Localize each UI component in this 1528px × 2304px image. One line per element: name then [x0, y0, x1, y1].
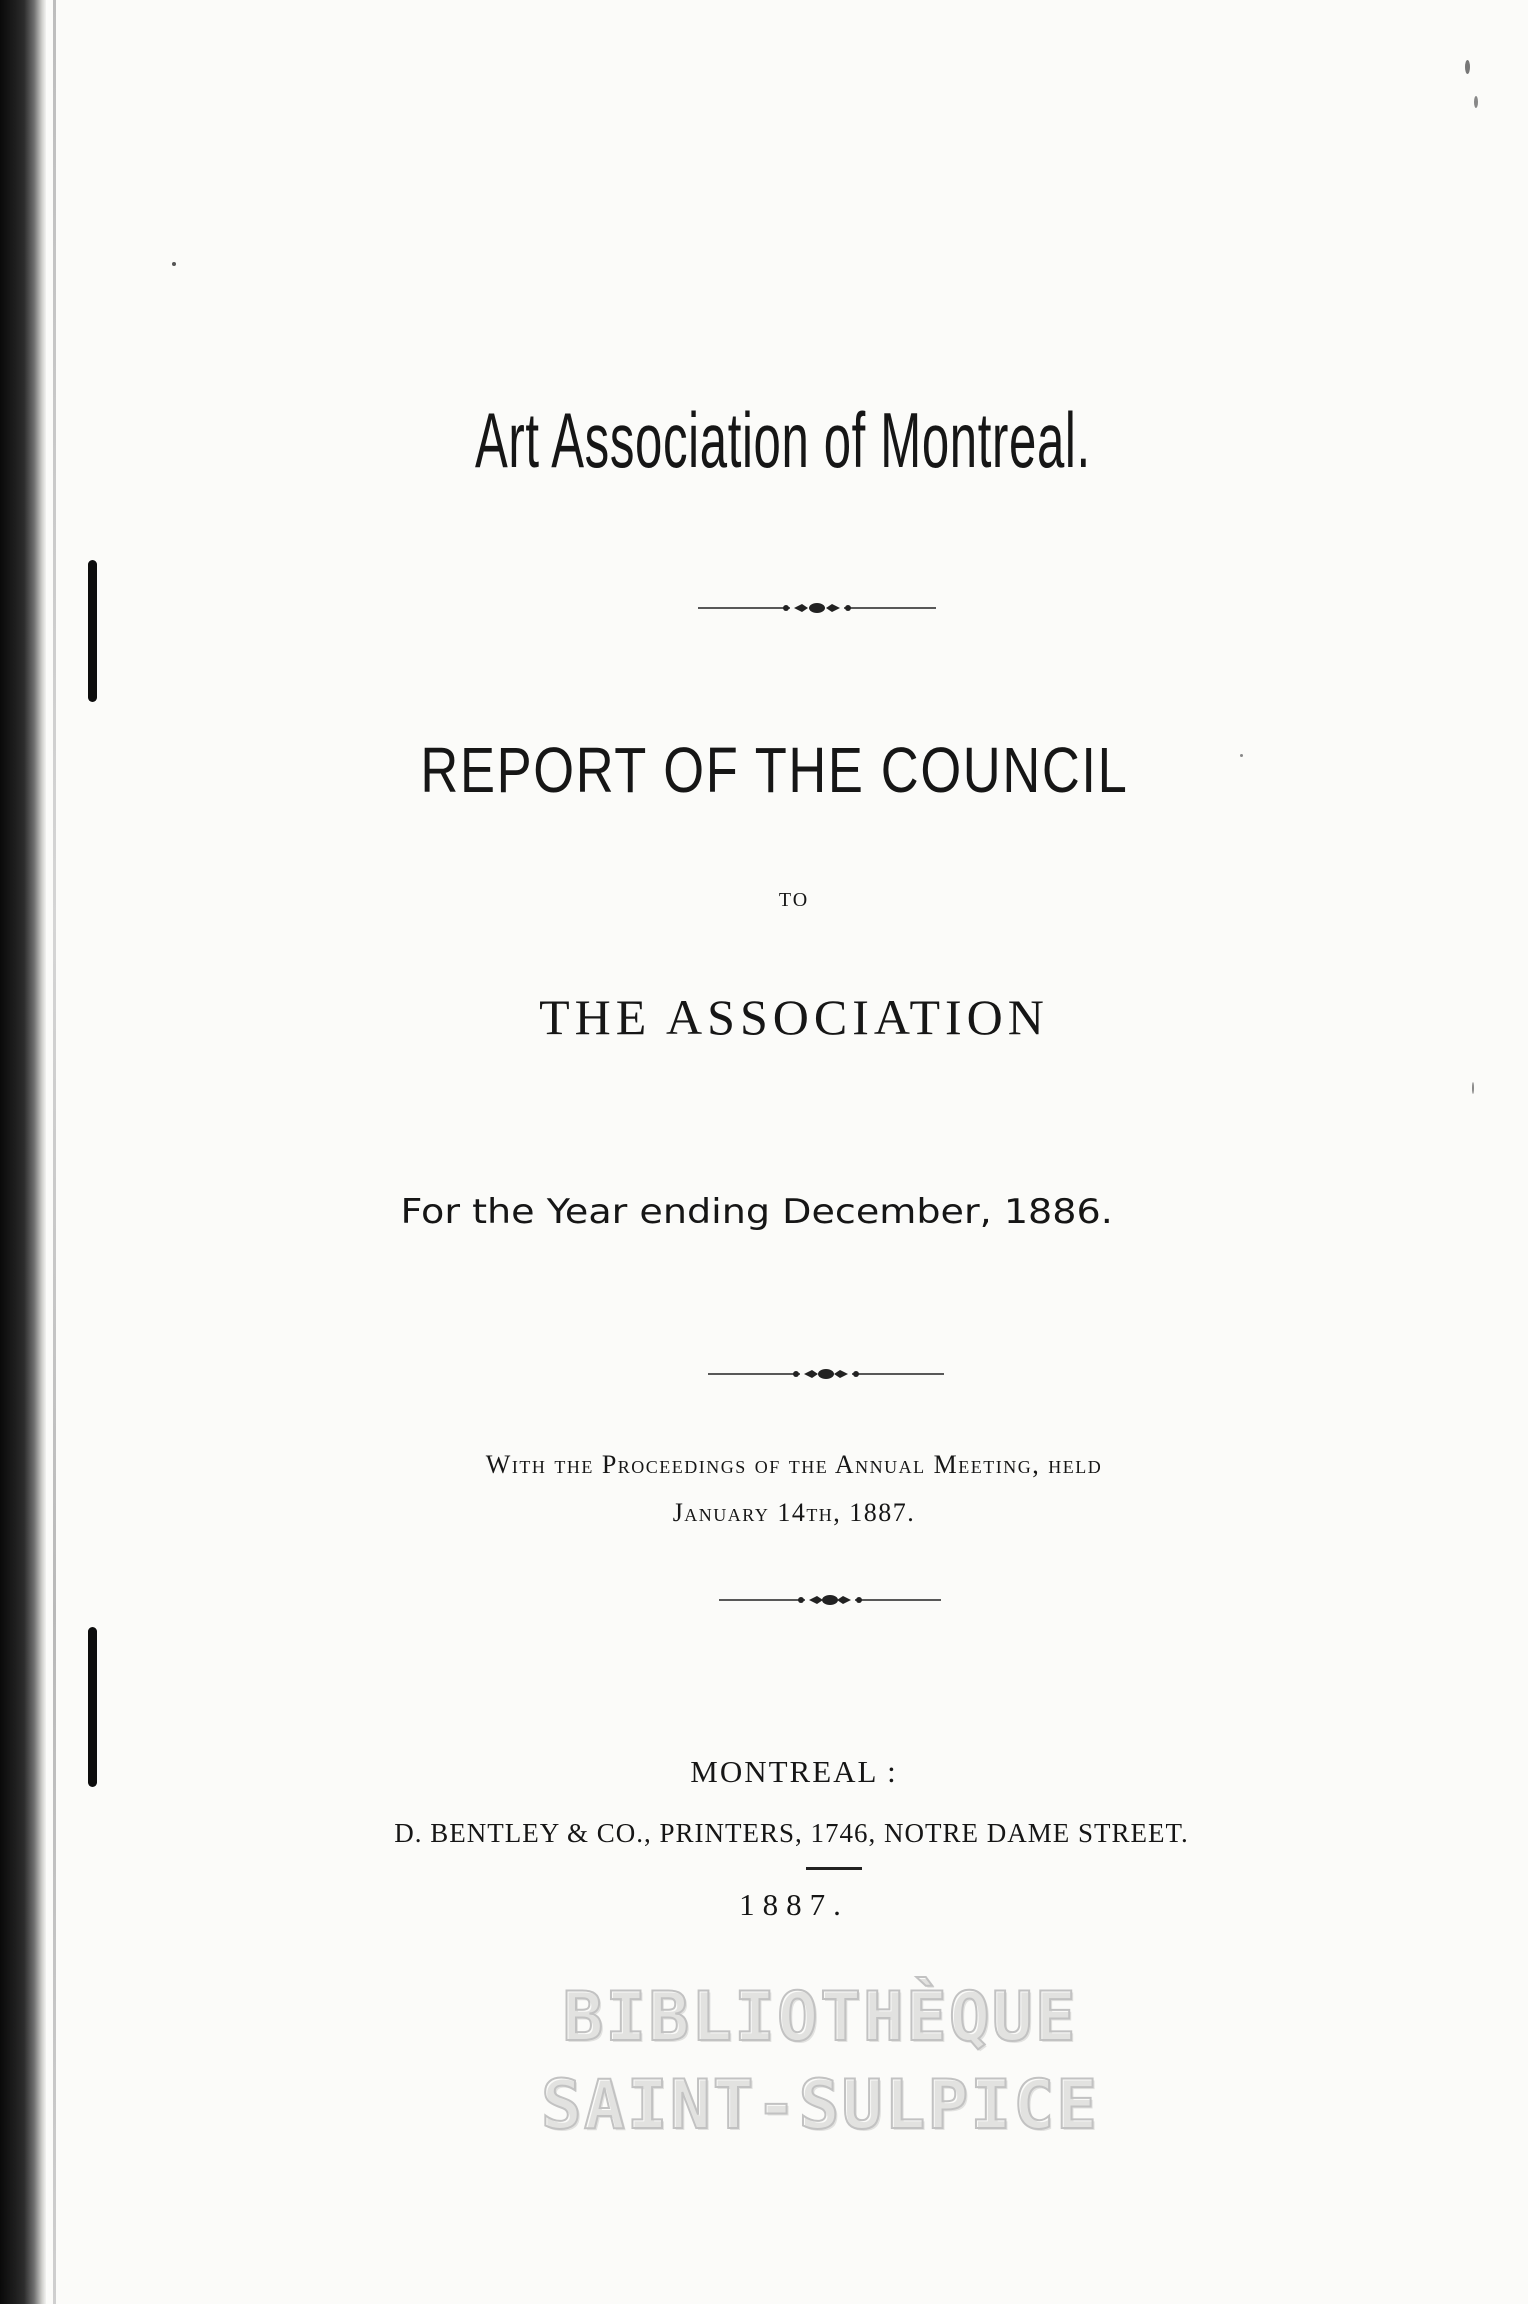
recipient-heading: THE ASSOCIATION: [539, 989, 1049, 1045]
library-stamp-line2: SAINT-SULPICE: [540, 2066, 1100, 2145]
proceedings-note: With the Proceedings of the Annual Meeting, held: [485, 1450, 1103, 1479]
connector-word: TO: [778, 889, 810, 911]
paper-speck: [1465, 60, 1470, 74]
paper-speck: [172, 262, 176, 266]
staple-mark-top: [88, 560, 97, 702]
library-stamp-line1: BIBLIOTHÈQUE: [562, 1978, 1078, 2057]
paper-speck: [1472, 1082, 1474, 1094]
document-title-text: Art Association of Montreal.: [474, 396, 1091, 484]
imprint-printer: D. BENTLEY & CO., PRINTERS, 1746, NOTRE DAME STREET.: [394, 1818, 1189, 1848]
imprint-year: 1887.: [739, 1887, 849, 1922]
paper-speck: [1474, 96, 1478, 108]
document-title: [302, 380, 1265, 500]
report-period: For the Year ending December, 1886.: [400, 1192, 1113, 1232]
ornament-rule-bottom: [719, 1592, 941, 1608]
ornament-rule-middle: [708, 1366, 944, 1382]
binding-crease: [53, 0, 56, 2304]
meeting-date: January 14th, 1887.: [672, 1498, 916, 1527]
imprint-rule: [806, 1867, 862, 1870]
ornament-rule-top: [698, 600, 936, 616]
binding-edge: [0, 0, 46, 2304]
report-heading: REPORT OF THE COUNCIL: [420, 734, 1129, 806]
imprint-city: MONTREAL :: [690, 1754, 898, 1789]
